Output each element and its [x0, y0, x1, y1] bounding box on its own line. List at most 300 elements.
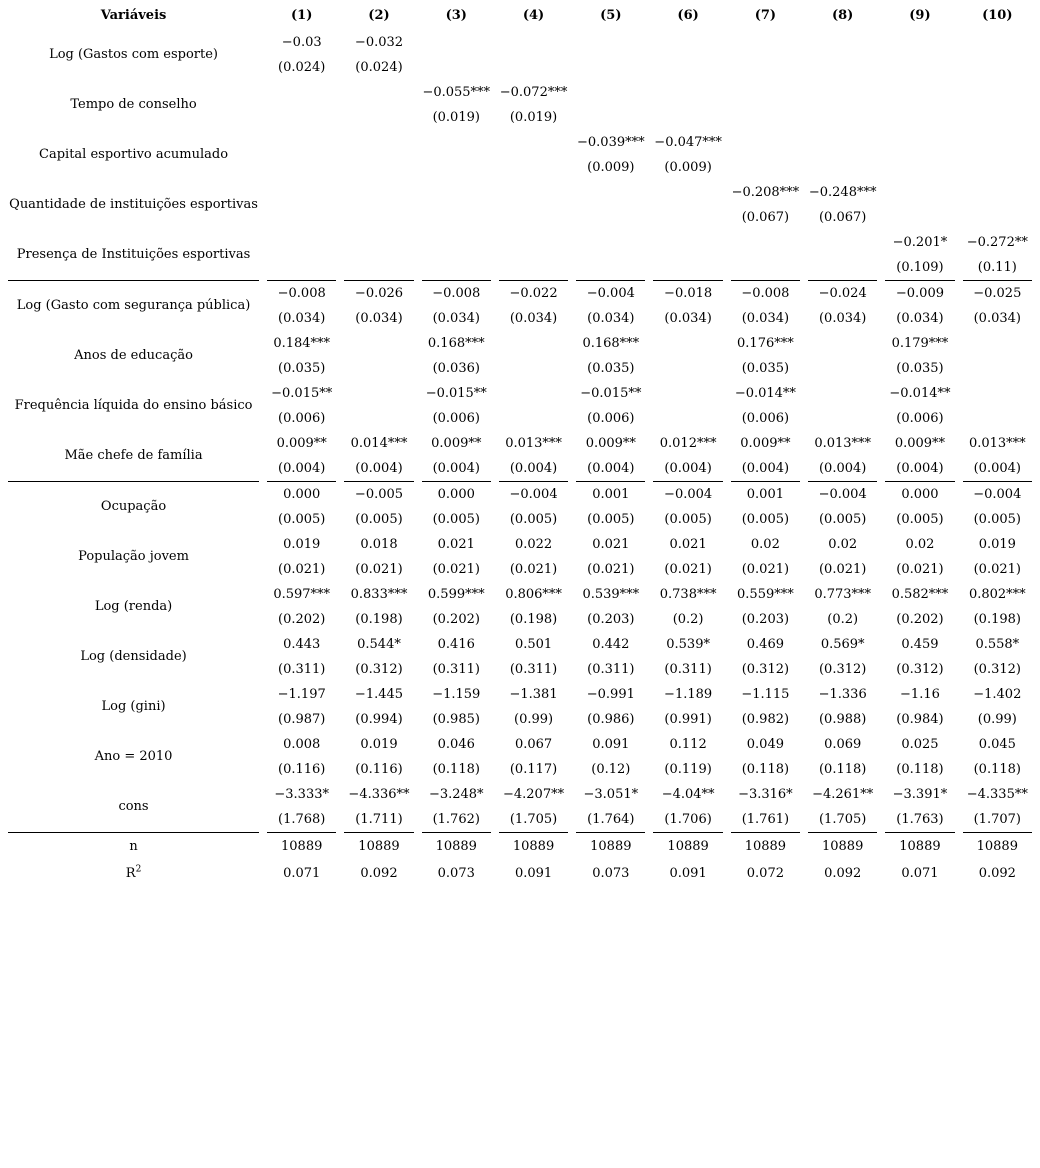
stat-label-superscript: 2 [135, 864, 142, 875]
coefficient-cell [499, 230, 568, 281]
coefficient-cell [576, 782, 645, 833]
coefficient-cell [422, 281, 491, 331]
coefficient-value: 0.091 [592, 737, 630, 752]
coefficient-value: 0.416 [437, 637, 475, 652]
coefficient-cell [422, 532, 491, 582]
stat-value: 10889 [512, 839, 555, 854]
coefficient-value: 0.021 [669, 537, 707, 552]
coefficient-value: −0.025 [973, 286, 1022, 301]
standard-error: (0.005) [818, 512, 867, 527]
coefficient-value: −1.159 [432, 687, 481, 702]
coefficient-cell [576, 331, 645, 381]
standard-error: (0.311) [587, 662, 635, 677]
coefficient-value: 0.02 [750, 537, 780, 552]
coefficient-cell [808, 532, 877, 582]
standard-error: (0.202) [432, 612, 480, 627]
standard-error: (0.004) [973, 461, 1021, 476]
coefficient-value: 0.014*** [350, 436, 408, 451]
coefficient-cell [499, 30, 568, 80]
coefficient-value: −0.047*** [654, 135, 722, 150]
variable-row [8, 331, 1032, 381]
standard-error: (1.707) [973, 812, 1021, 827]
standard-error: (0.12) [591, 762, 631, 777]
coefficient-value: −0.018 [664, 286, 713, 301]
coefficient-value: 0.833*** [350, 587, 408, 602]
variable-row [8, 180, 1032, 230]
coefficient-value: −3.316* [738, 787, 793, 802]
coefficient-value: −0.022 [509, 286, 558, 301]
variable-label: Log (densidade) [80, 649, 187, 664]
standard-error: (1.762) [432, 812, 480, 827]
coefficient-cell [344, 130, 413, 180]
standard-error: (0.006) [432, 411, 480, 426]
standard-error: (0.985) [432, 712, 480, 727]
coefficient-cell [267, 732, 336, 782]
coefficient-cell [576, 281, 645, 331]
variable-label: Frequência líquida do ensino básico [14, 398, 253, 413]
coefficient-cell [344, 782, 413, 833]
coefficient-value: −1.16 [900, 687, 940, 702]
standard-error: (0.202) [896, 612, 944, 627]
coefficient-value: 0.021 [592, 537, 630, 552]
variable-label: Ano = 2010 [94, 749, 173, 764]
standard-error: (0.312) [896, 662, 944, 677]
stat-value: 0.071 [901, 866, 939, 881]
standard-error: (1.768) [278, 812, 326, 827]
coefficient-cell [576, 130, 645, 180]
standard-error: (0.988) [818, 712, 867, 727]
coefficient-cell [885, 431, 954, 482]
coefficient-cell [963, 682, 1032, 732]
stat-value: 0.092 [824, 866, 862, 881]
coefficient-cell [731, 632, 800, 682]
coefficient-cell [963, 331, 1032, 381]
coefficient-cell [885, 281, 954, 331]
coefficient-cell [499, 482, 568, 532]
standard-error: (0.004) [664, 461, 712, 476]
coefficient-cell [499, 682, 568, 732]
coefficient-cell [267, 30, 336, 80]
standard-error: (0.021) [818, 562, 867, 577]
coefficient-value: 0.009** [585, 436, 636, 451]
coefficient-cell [422, 482, 491, 532]
model-column-header-1: (1) [291, 7, 313, 23]
coefficient-cell [499, 732, 568, 782]
model-column-header-4: (4) [522, 7, 545, 23]
variable-row [8, 30, 1032, 80]
coefficient-cell [731, 582, 800, 632]
coefficient-cell [653, 30, 722, 80]
coefficient-value: 0.067 [514, 737, 553, 752]
coefficient-cell [344, 632, 413, 682]
standard-error: (0.067) [741, 210, 790, 225]
coefficient-cell [344, 582, 413, 632]
standard-error: (0.982) [741, 712, 790, 727]
standard-error: (0.118) [973, 762, 1021, 777]
variable-row [8, 281, 1032, 331]
coefficient-value: −0.032 [354, 35, 404, 50]
coefficient-value: 0.009** [276, 436, 327, 451]
standard-error: (0.034) [664, 311, 712, 326]
standard-error: (0.021) [278, 562, 326, 577]
coefficient-cell [422, 732, 491, 782]
coefficient-cell [576, 381, 645, 431]
standard-error: (0.006) [896, 411, 944, 426]
coefficient-cell [576, 230, 645, 281]
standard-error: (0.034) [818, 311, 867, 326]
standard-error: (0.202) [278, 612, 326, 627]
coefficient-cell [808, 782, 877, 833]
coefficient-value: −3.051* [583, 787, 639, 802]
coefficient-cell [963, 230, 1032, 281]
standard-error: (0.034) [355, 311, 403, 326]
standard-error: (1.706) [664, 812, 712, 827]
variables-column-header: Variáveis [100, 7, 167, 23]
coefficient-value: −0.248*** [808, 185, 877, 200]
coefficient-cell [422, 230, 491, 281]
coefficient-cell [653, 381, 722, 431]
standard-error: (1.705) [509, 812, 558, 827]
coefficient-cell [808, 130, 877, 180]
coefficient-cell [422, 582, 491, 632]
coefficient-cell [653, 230, 722, 281]
coefficient-cell [267, 331, 336, 381]
standard-error: (0.034) [741, 311, 790, 326]
coefficient-value: 0.046 [437, 737, 475, 752]
standard-error: (0.005) [664, 512, 712, 527]
stat-value: 10889 [590, 839, 632, 854]
stat-value: 10889 [667, 839, 709, 854]
variable-label: Log (gini) [101, 699, 166, 714]
variable-label: Capital esportivo acumulado [39, 147, 229, 162]
coefficient-cell [808, 230, 877, 281]
coefficient-value: −0.201* [892, 235, 948, 250]
coefficient-cell [267, 80, 336, 130]
coefficient-cell [731, 431, 800, 482]
variable-label: Anos de educação [74, 348, 193, 363]
coefficient-cell [499, 281, 568, 331]
standard-error: (0.116) [278, 762, 326, 777]
coefficient-cell [344, 80, 413, 130]
coefficient-value: −0.008 [741, 286, 790, 301]
coefficient-value: −4.261** [812, 787, 874, 802]
model-column-header-9: (9) [909, 7, 931, 23]
coefficient-value: 0.008 [283, 737, 321, 752]
coefficient-cell [499, 80, 568, 130]
coefficient-value: 0.000 [437, 487, 475, 502]
coefficient-value: 0.179*** [891, 336, 949, 351]
coefficient-cell [422, 632, 491, 682]
coefficient-cell [422, 331, 491, 381]
standard-error: (0.034) [896, 311, 944, 326]
standard-error: (0.004) [432, 461, 480, 476]
stat-value: 10889 [976, 839, 1018, 854]
variable-row [8, 682, 1032, 732]
coefficient-value: −0.015** [425, 386, 487, 401]
standard-error: (0.034) [973, 311, 1021, 326]
coefficient-cell [963, 582, 1032, 632]
standard-error: (0.034) [432, 311, 480, 326]
coefficient-cell [731, 782, 800, 833]
coefficient-value: 0.443 [283, 637, 321, 652]
variable-label: Ocupação [100, 499, 167, 514]
coefficient-value: 0.459 [901, 637, 939, 652]
standard-error: (0.021) [741, 562, 790, 577]
standard-error: (0.198) [355, 612, 403, 627]
standard-error: (0.021) [509, 562, 558, 577]
coefficient-cell [267, 532, 336, 582]
coefficient-cell [885, 682, 954, 732]
coefficient-cell [653, 281, 722, 331]
standard-error: (0.118) [818, 762, 867, 777]
coefficient-cell [499, 180, 568, 230]
coefficient-cell [344, 331, 413, 381]
variable-label: População jovem [78, 549, 189, 564]
coefficient-cell [422, 782, 491, 833]
coefficient-cell [808, 30, 877, 80]
coefficient-cell [963, 732, 1032, 782]
coefficient-value: −0.015** [580, 386, 642, 401]
coefficient-cell [808, 180, 877, 230]
coefficient-cell [576, 532, 645, 582]
coefficient-value: 0.000 [283, 487, 321, 502]
coefficient-cell [963, 632, 1032, 682]
coefficient-cell [267, 482, 336, 532]
coefficient-cell [808, 431, 877, 482]
coefficient-cell [885, 381, 954, 431]
coefficient-cell [808, 582, 877, 632]
standard-error: (0.067) [818, 210, 867, 225]
coefficient-cell [731, 80, 800, 130]
coefficient-cell [653, 782, 722, 833]
variable-row [8, 431, 1032, 482]
standard-error: (0.198) [973, 612, 1021, 627]
coefficient-cell [653, 431, 722, 482]
coefficient-cell [731, 532, 800, 582]
coefficient-value: −0.004 [664, 487, 713, 502]
standard-error: (0.203) [587, 612, 635, 627]
coefficient-cell [653, 582, 722, 632]
coefficient-cell [422, 180, 491, 230]
coefficient-value: 0.582*** [891, 587, 949, 602]
coefficient-cell [963, 532, 1032, 582]
standard-error: (0.986) [587, 712, 635, 727]
coefficient-value: 0.469 [746, 637, 784, 652]
standard-error: (0.005) [355, 512, 403, 527]
variable-row [8, 582, 1032, 632]
stat-value: 10889 [821, 839, 864, 854]
standard-error: (0.005) [587, 512, 635, 527]
variable-label: Log (renda) [94, 599, 173, 614]
coefficient-value: −0.014** [889, 386, 951, 401]
coefficient-cell [576, 632, 645, 682]
variable-label: Mãe chefe de família [8, 431, 259, 482]
standard-error: (0.109) [896, 260, 944, 275]
coefficient-cell [963, 30, 1032, 80]
coefficient-cell [808, 482, 877, 532]
model-column-header-2: (2) [368, 7, 390, 23]
coefficient-value: 0.012*** [659, 436, 717, 451]
coefficient-cell [653, 682, 722, 732]
coefficient-value: 0.021 [437, 537, 475, 552]
standard-error: (0.005) [278, 512, 326, 527]
coefficient-cell [963, 431, 1032, 482]
coefficient-cell [963, 180, 1032, 230]
model-column-header-7: (7) [754, 7, 777, 23]
coefficient-cell [267, 130, 336, 180]
coefficient-cell [731, 180, 800, 230]
coefficient-value: −4.336** [348, 787, 410, 802]
coefficient-value: −3.333* [274, 787, 329, 802]
standard-error: (0.024) [355, 60, 403, 75]
coefficient-value: −0.055*** [422, 85, 491, 100]
coefficient-value: 0.02 [905, 537, 935, 552]
coefficient-value: 0.112 [669, 737, 707, 752]
standard-error: (0.117) [509, 762, 558, 777]
standard-error: (0.312) [741, 662, 790, 677]
coefficient-value: 0.539* [666, 637, 710, 652]
coefficient-cell [344, 732, 413, 782]
coefficient-value: 0.544* [357, 637, 401, 652]
coefficient-cell [422, 80, 491, 130]
coefficient-value: −0.024 [818, 286, 867, 301]
standard-error: (0.021) [896, 562, 944, 577]
coefficient-value: 0.597*** [273, 587, 331, 602]
coefficient-cell [885, 331, 954, 381]
variable-label: Log (Gasto com segurança pública) [16, 298, 251, 313]
coefficient-cell [808, 682, 877, 732]
coefficient-value: 0.022 [514, 537, 553, 552]
coefficient-cell [731, 331, 800, 381]
coefficient-value: 0.184*** [273, 336, 331, 351]
stat-value: 0.073 [437, 866, 475, 881]
standard-error: (0.203) [741, 612, 790, 627]
coefficient-value: 0.045 [978, 737, 1016, 752]
coefficient-cell [963, 80, 1032, 130]
coefficient-value: 0.025 [901, 737, 939, 752]
standard-error: (0.004) [355, 461, 403, 476]
coefficient-cell [422, 431, 491, 482]
coefficient-value: 0.176*** [737, 336, 794, 351]
coefficient-cell [653, 80, 722, 130]
coefficient-value: 0.802*** [968, 587, 1026, 602]
variable-row [8, 230, 1032, 281]
coefficient-cell [344, 180, 413, 230]
coefficient-cell [653, 632, 722, 682]
coefficient-value: −0.026 [354, 286, 404, 301]
standard-error: (0.119) [664, 762, 712, 777]
coefficient-value: −1.115 [741, 687, 790, 702]
coefficient-value: 0.539*** [582, 587, 640, 602]
coefficient-value: 0.806*** [505, 587, 562, 602]
coefficient-cell [885, 130, 954, 180]
standard-error: (0.312) [355, 662, 403, 677]
coefficient-value: −0.004 [973, 487, 1022, 502]
coefficient-cell [576, 582, 645, 632]
standard-error: (0.035) [587, 361, 635, 376]
coefficient-cell [422, 130, 491, 180]
coefficient-value: −0.991 [586, 687, 635, 702]
standard-error: (0.2) [672, 612, 704, 627]
model-column-header-3: (3) [445, 7, 467, 23]
coefficient-value: −0.272** [966, 235, 1028, 250]
coefficient-cell [963, 482, 1032, 532]
coefficient-cell [267, 632, 336, 682]
coefficient-value: 0.558* [975, 637, 1020, 652]
coefficient-cell [576, 30, 645, 80]
standard-error: (0.034) [587, 311, 635, 326]
standard-error: (0.004) [741, 461, 790, 476]
coefficient-value: 0.013*** [814, 436, 872, 451]
coefficient-cell [267, 431, 336, 482]
stat-value: 10889 [435, 839, 477, 854]
stat-value: 0.092 [978, 866, 1016, 881]
coefficient-cell [653, 180, 722, 230]
coefficient-cell [808, 281, 877, 331]
coefficient-cell [344, 482, 413, 532]
coefficient-value: −0.004 [509, 487, 558, 502]
coefficient-cell [731, 732, 800, 782]
standard-error: (0.005) [741, 512, 790, 527]
coefficient-value: 0.049 [746, 737, 784, 752]
standard-error: (0.004) [587, 461, 635, 476]
variable-row [8, 782, 1032, 833]
coefficient-cell [808, 80, 877, 130]
standard-error: (0.009) [587, 160, 635, 175]
coefficient-value: −0.009 [895, 286, 944, 301]
coefficient-value: −1.336 [818, 687, 867, 702]
standard-error: (0.2) [827, 612, 859, 627]
coefficient-cell [808, 381, 877, 431]
coefficient-value: −0.014** [734, 386, 796, 401]
variable-row [8, 732, 1032, 782]
stat-value: 0.092 [360, 866, 398, 881]
coefficient-value: −0.015** [271, 386, 333, 401]
coefficient-value: 0.019 [978, 537, 1016, 552]
standard-error: (0.11) [977, 260, 1017, 275]
coefficient-cell [267, 582, 336, 632]
standard-error: (1.761) [741, 812, 790, 827]
coefficient-value: −0.004 [586, 286, 635, 301]
coefficient-value: −1.445 [354, 687, 404, 702]
coefficient-cell [731, 482, 800, 532]
coefficient-cell [499, 782, 568, 833]
coefficient-value: 0.009** [740, 436, 791, 451]
coefficient-cell [653, 331, 722, 381]
standard-error: (0.021) [973, 562, 1021, 577]
standard-error: (0.004) [278, 461, 326, 476]
coefficient-value: −1.402 [973, 687, 1022, 702]
standard-error: (0.118) [741, 762, 790, 777]
coefficient-value: −0.072*** [499, 85, 568, 100]
coefficient-cell [963, 782, 1032, 833]
coefficient-cell [499, 130, 568, 180]
coefficient-value: −0.03 [281, 35, 322, 50]
standard-error: (0.311) [509, 662, 558, 677]
coefficient-value: 0.013*** [505, 436, 562, 451]
coefficient-value: −1.381 [509, 687, 558, 702]
variable-label: Presença de Instituições esportivas [8, 230, 259, 281]
standard-error: (1.705) [818, 812, 867, 827]
coefficient-cell [731, 230, 800, 281]
coefficient-cell [885, 782, 954, 833]
coefficient-cell [267, 682, 336, 732]
coefficient-cell [963, 130, 1032, 180]
coefficient-value: 0.442 [592, 637, 630, 652]
coefficient-value: −0.005 [354, 487, 404, 502]
standard-error: (0.006) [278, 411, 326, 426]
standard-error: (0.009) [664, 160, 712, 175]
